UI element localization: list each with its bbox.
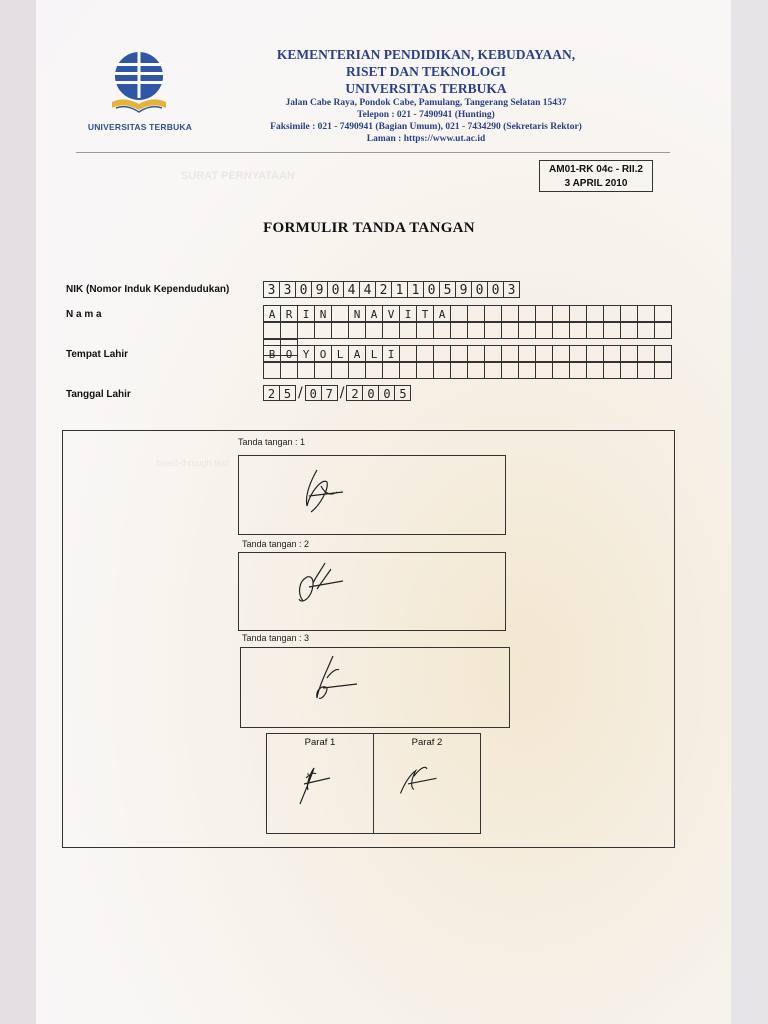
nik-label: NIK (Nomor Induk Kependudukan)	[66, 284, 230, 295]
char-cell[interactable]: 0	[424, 281, 440, 298]
faint-watermark: SURAT PERNYATAAN	[181, 170, 295, 182]
char-cell[interactable]	[502, 362, 519, 379]
char-cell[interactable]: T	[417, 305, 434, 322]
char-cell[interactable]	[349, 362, 366, 379]
char-cell[interactable]	[604, 322, 621, 339]
char-cell[interactable]	[417, 362, 434, 379]
char-cell[interactable]	[468, 322, 485, 339]
char-cell[interactable]	[332, 362, 349, 379]
char-cell[interactable]	[332, 305, 349, 322]
char-cell[interactable]: I	[400, 305, 417, 322]
char-cell[interactable]: 0	[306, 385, 322, 401]
char-cell[interactable]	[417, 345, 434, 362]
char-cell[interactable]	[638, 345, 655, 362]
char-cell[interactable]: A	[349, 345, 366, 362]
char-cell[interactable]: O	[315, 345, 332, 362]
header-university: UNIVERSITAS TERBUKA	[345, 81, 507, 96]
char-cell[interactable]: 3	[280, 281, 296, 298]
char-cell[interactable]	[638, 362, 655, 379]
char-cell[interactable]: 2	[347, 385, 363, 401]
logo-caption: UNIVERSITAS TERBUKA	[87, 122, 193, 132]
char-cell[interactable]	[434, 322, 451, 339]
tanggal-lahir-label: Tanggal Lahir	[66, 389, 131, 400]
char-cell[interactable]: 9	[312, 281, 328, 298]
char-cell[interactable]	[451, 362, 468, 379]
header-address: Jalan Cabe Raya, Pondok Cabe, Pamulang, Tangerang Selatan 15437	[285, 98, 567, 108]
char-cell[interactable]: V	[383, 305, 400, 322]
char-cell[interactable]	[553, 362, 570, 379]
char-cell[interactable]: 5	[395, 385, 411, 401]
char-cell[interactable]: 1	[392, 281, 408, 298]
page-title: FORMULIR TANDA TANGAN	[263, 220, 475, 236]
header-fax: Faksimile : 021 - 7490941 (Bagian Umum), 021 - 7434290 (Sekretaris Rektor)	[270, 122, 582, 132]
signature-3-icon	[241, 648, 509, 727]
char-cell[interactable]: A	[434, 305, 451, 322]
faint-text: bleed-through text	[156, 458, 229, 468]
char-cell[interactable]	[383, 322, 400, 339]
char-cell[interactable]	[502, 322, 519, 339]
char-cell[interactable]: N	[315, 305, 332, 322]
char-cell[interactable]	[570, 362, 587, 379]
char-cell[interactable]	[315, 322, 332, 339]
char-cell[interactable]	[468, 305, 485, 322]
letterhead	[226, 46, 626, 145]
char-cell[interactable]: 9	[456, 281, 472, 298]
char-cell[interactable]: 1	[408, 281, 424, 298]
char-cell[interactable]	[655, 345, 672, 362]
char-cell[interactable]	[536, 322, 553, 339]
tempat-lahir-grid[interactable]	[263, 345, 672, 379]
paraf-box-2[interactable]	[374, 734, 480, 833]
char-cell[interactable]	[587, 322, 604, 339]
char-cell[interactable]: L	[332, 345, 349, 362]
char-cell[interactable]	[621, 362, 638, 379]
char-cell[interactable]	[332, 322, 349, 339]
char-cell[interactable]	[502, 305, 519, 322]
paraf-box-1[interactable]	[267, 734, 374, 833]
char-cell[interactable]	[485, 322, 502, 339]
char-cell[interactable]: 3	[264, 281, 280, 298]
char-cell[interactable]: 0	[363, 385, 379, 401]
document-date: 3 APRIL 2010	[564, 178, 628, 189]
background-right	[731, 0, 768, 1024]
sig2-label: Tanda tangan : 2	[242, 539, 310, 549]
char-cell[interactable]	[502, 345, 519, 362]
paraf-1-icon	[267, 734, 373, 833]
char-cell[interactable]	[655, 322, 672, 339]
month-grid[interactable]	[305, 385, 338, 401]
char-cell[interactable]	[298, 322, 315, 339]
char-cell[interactable]	[553, 345, 570, 362]
char-cell[interactable]	[400, 362, 417, 379]
char-cell[interactable]: N	[349, 305, 366, 322]
char-cell[interactable]	[621, 305, 638, 322]
university-logo-icon	[108, 50, 170, 122]
char-cell[interactable]: I	[298, 305, 315, 322]
char-cell[interactable]	[485, 362, 502, 379]
nik-grid[interactable]	[263, 281, 520, 298]
document-code: AM01-RK 04c - RII.2	[549, 164, 643, 175]
char-cell[interactable]	[281, 322, 298, 339]
signature-box-3[interactable]	[240, 647, 510, 728]
char-cell[interactable]	[298, 362, 315, 379]
paraf-table	[266, 733, 481, 834]
char-cell[interactable]	[553, 322, 570, 339]
date-separator: /	[298, 385, 303, 401]
char-cell[interactable]	[451, 305, 468, 322]
background-left	[0, 0, 36, 1024]
char-cell[interactable]: 2	[376, 281, 392, 298]
char-cell[interactable]	[519, 322, 536, 339]
char-cell[interactable]	[451, 345, 468, 362]
char-cell[interactable]	[400, 345, 417, 362]
paraf-2-icon	[374, 734, 480, 833]
char-cell[interactable]	[655, 305, 672, 322]
char-cell[interactable]	[485, 305, 502, 322]
char-cell[interactable]: 0	[296, 281, 312, 298]
document-code-box	[539, 160, 653, 192]
sig1-label: Tanda tangan : 1	[238, 437, 306, 447]
char-cell[interactable]: 7	[322, 385, 338, 401]
char-cell[interactable]: 0	[488, 281, 504, 298]
char-cell[interactable]: B	[264, 345, 281, 362]
char-cell[interactable]	[536, 305, 553, 322]
char-cell[interactable]	[417, 322, 434, 339]
char-cell[interactable]: 5	[280, 385, 296, 401]
char-cell[interactable]	[604, 362, 621, 379]
signature-1-icon	[239, 456, 505, 534]
char-cell[interactable]	[349, 322, 366, 339]
char-cell[interactable]	[621, 345, 638, 362]
char-cell[interactable]	[485, 345, 502, 362]
sig3-label: Tanda tangan : 3	[242, 633, 310, 643]
signature-box-1[interactable]	[238, 455, 506, 535]
paraf2-label: Paraf 2	[411, 737, 443, 748]
char-cell[interactable]: 0	[328, 281, 344, 298]
char-cell[interactable]	[536, 345, 553, 362]
header-website: Laman : https://www.ut.ac.id	[366, 134, 486, 144]
char-cell[interactable]	[587, 345, 604, 362]
char-cell[interactable]	[383, 362, 400, 379]
char-cell[interactable]: 4	[344, 281, 360, 298]
char-cell[interactable]	[638, 322, 655, 339]
day-grid[interactable]	[263, 385, 296, 401]
char-cell[interactable]	[587, 305, 604, 322]
char-cell[interactable]: 4	[360, 281, 376, 298]
char-cell[interactable]	[570, 322, 587, 339]
char-cell[interactable]	[570, 345, 587, 362]
paraf1-label: Paraf 1	[304, 737, 336, 748]
char-cell[interactable]: Y	[298, 345, 315, 362]
char-cell[interactable]	[638, 305, 655, 322]
char-cell[interactable]: 3	[504, 281, 520, 298]
date-separator: /	[339, 385, 345, 401]
form-paper	[36, 0, 731, 1024]
char-cell[interactable]	[264, 322, 281, 339]
signature-2-icon	[239, 553, 505, 630]
char-cell[interactable]: I	[383, 345, 400, 362]
year-grid[interactable]	[346, 385, 411, 401]
char-cell[interactable]: R	[281, 305, 298, 322]
char-cell[interactable]: O	[281, 345, 298, 362]
char-cell[interactable]	[281, 362, 298, 379]
nama-label: N a m a	[66, 309, 102, 320]
char-cell[interactable]: 5	[440, 281, 456, 298]
char-cell[interactable]	[468, 362, 485, 379]
char-cell[interactable]	[604, 305, 621, 322]
char-cell[interactable]	[434, 362, 451, 379]
tempat-lahir-label: Tempat Lahir	[66, 349, 129, 360]
header-divider	[76, 152, 670, 153]
char-cell[interactable]	[400, 322, 417, 339]
char-cell[interactable]	[519, 345, 536, 362]
header-ministry-line1: KEMENTERIAN PENDIDIKAN, KEBUDAYAAN,	[276, 47, 576, 62]
char-cell[interactable]	[621, 322, 638, 339]
char-cell[interactable]: A	[264, 305, 281, 322]
char-cell[interactable]: 0	[472, 281, 488, 298]
char-cell[interactable]	[434, 345, 451, 362]
tanggal-lahir-group[interactable]	[263, 385, 411, 401]
char-cell[interactable]	[536, 362, 553, 379]
char-cell[interactable]	[451, 322, 468, 339]
char-cell[interactable]	[655, 362, 672, 379]
char-cell[interactable]: 0	[379, 385, 395, 401]
char-cell[interactable]	[468, 345, 485, 362]
char-cell[interactable]	[587, 362, 604, 379]
char-cell[interactable]	[519, 305, 536, 322]
signature-box-2[interactable]	[238, 552, 506, 631]
char-cell[interactable]	[366, 322, 383, 339]
char-cell[interactable]	[570, 305, 587, 322]
char-cell[interactable]	[519, 362, 536, 379]
char-cell[interactable]: A	[366, 305, 383, 322]
char-cell[interactable]	[366, 362, 383, 379]
header-ministry-line2: RISET DAN TEKNOLOGI	[345, 64, 507, 79]
char-cell[interactable]: 2	[264, 385, 280, 401]
header-phone: Telepon : 021 - 7490941 (Hunting)	[357, 110, 495, 120]
char-cell[interactable]	[553, 305, 570, 322]
char-cell[interactable]	[264, 362, 281, 379]
char-cell[interactable]: L	[366, 345, 383, 362]
char-cell[interactable]	[315, 362, 332, 379]
char-cell[interactable]	[604, 345, 621, 362]
